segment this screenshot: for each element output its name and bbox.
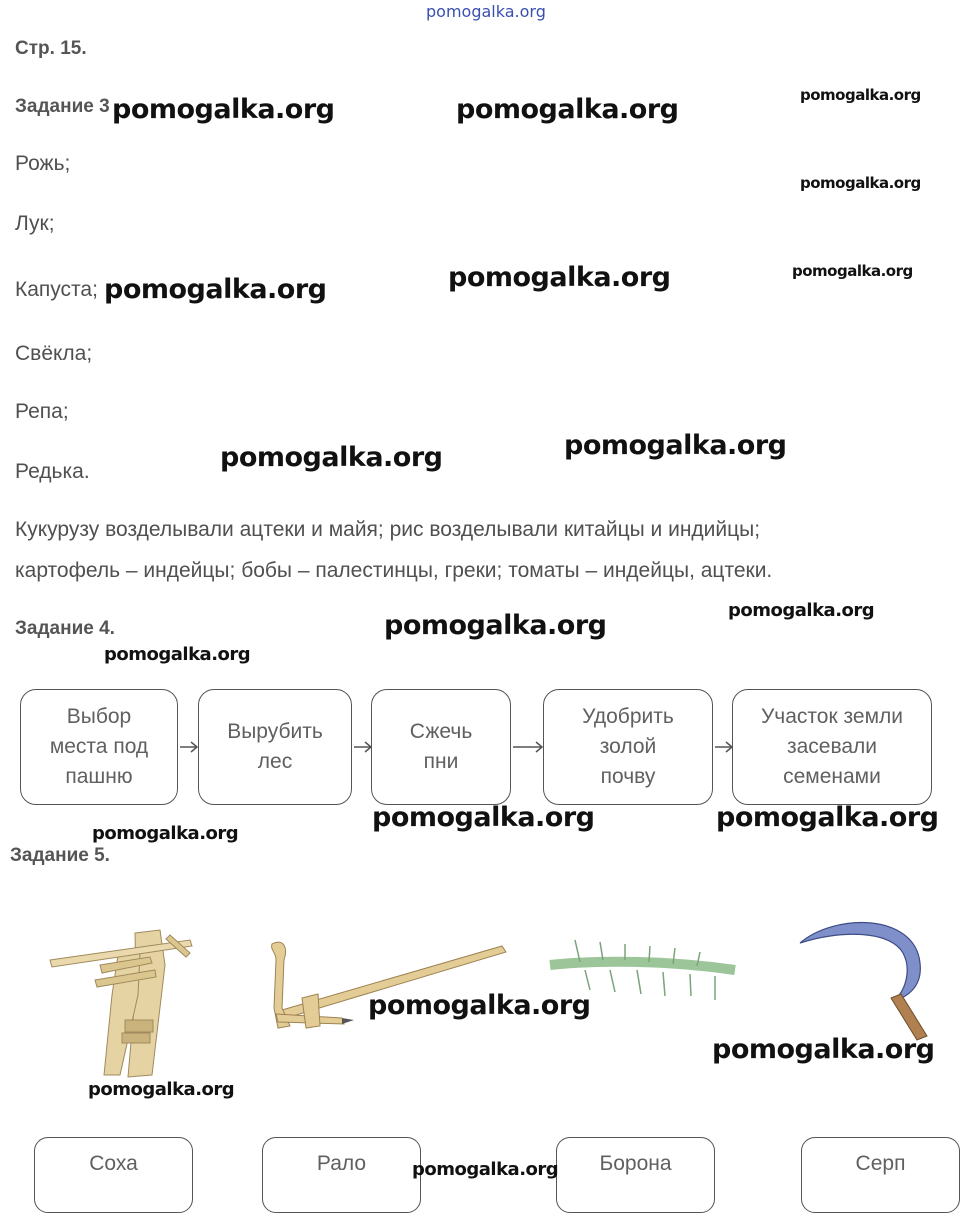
tool-label-box: Борона — [556, 1137, 715, 1213]
tool-label-box: Соха — [34, 1137, 193, 1213]
watermark: pomogalka.org — [104, 274, 327, 305]
arrow-right-icon — [178, 740, 200, 754]
watermark: pomogalka.org — [92, 823, 239, 844]
task3-paragraph-line: Кукурузу возделывали ацтеки и майя; рис возделывали китайцы и индийцы; — [15, 518, 761, 541]
task3-item: Лук; — [15, 212, 55, 235]
watermark: pomogalka.org — [716, 802, 939, 833]
watermark: pomogalka.org — [112, 94, 335, 125]
task3-item: Свёкла; — [15, 342, 93, 365]
watermark: pomogalka.org — [712, 1034, 935, 1065]
watermark: pomogalka.org — [368, 990, 591, 1021]
watermark: pomogalka.org — [448, 262, 671, 293]
watermark: pomogalka.org — [104, 644, 251, 665]
page-heading: Стр. 15. — [15, 38, 87, 59]
task3-item: Редька. — [15, 460, 90, 483]
arrow-right-icon — [511, 740, 545, 754]
watermark: pomogalka.org — [384, 610, 607, 641]
task3-heading: Задание 3 — [15, 96, 110, 117]
watermark: pomogalka.org — [800, 86, 921, 104]
watermark: pomogalka.org — [88, 1079, 235, 1100]
site-link[interactable]: pomogalka.org — [426, 2, 546, 21]
watermark: pomogalka.org — [456, 94, 679, 125]
watermark: pomogalka.org — [800, 174, 921, 192]
flow-step-box: Удобрить золой почву — [543, 689, 713, 805]
arrow-right-icon — [352, 740, 374, 754]
watermark: pomogalka.org — [728, 600, 875, 621]
tool-label-box: Серп — [801, 1137, 960, 1213]
watermark: pomogalka.org — [372, 802, 595, 833]
flow-step-box: Сжечь пни — [371, 689, 511, 805]
flow-step-box: Вырубить лес — [198, 689, 352, 805]
flow-step-box: Участок земли засевали семенами — [732, 689, 932, 805]
watermark: pomogalka.org — [564, 430, 787, 461]
tool-label-box: Рало — [262, 1137, 421, 1213]
task3-item: Репа; — [15, 400, 69, 423]
task5-heading: Задание 5. — [10, 845, 110, 866]
task3-item: Капуста; — [15, 278, 98, 301]
task3-paragraph-line: картофель – индейцы; бобы – палестинцы, греки; томаты – индейцы, ацтеки. — [15, 559, 773, 582]
ralo-illustration — [262, 938, 512, 1038]
task4-heading: Задание 4. — [15, 618, 115, 639]
soha-illustration — [40, 925, 210, 1085]
arrow-right-icon — [713, 740, 735, 754]
flow-step-box: Выбор места под пашню — [20, 689, 178, 805]
task3-item: Рожь; — [15, 152, 71, 175]
watermark: pomogalka.org — [412, 1159, 559, 1180]
watermark: pomogalka.org — [792, 262, 913, 280]
watermark: pomogalka.org — [220, 442, 443, 473]
serp-illustration — [795, 918, 935, 1043]
